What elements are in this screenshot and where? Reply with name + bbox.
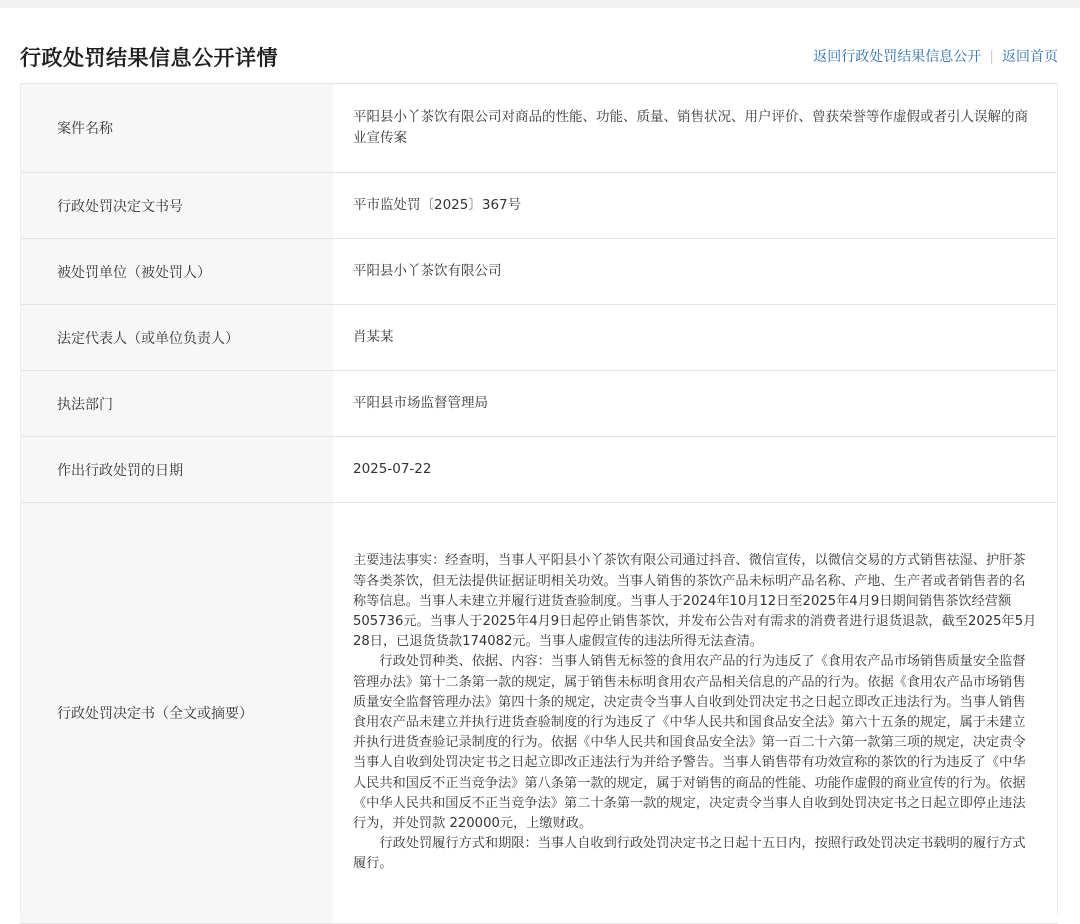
row-value: 平阳县小丫茶饮有限公司对商品的性能、功能、质量、销售状况、用户评价、曾获荣誉等作虚假或者引人误解的商业宣传案 [333,84,1058,173]
row-value: 平阳县小丫茶饮有限公司 [333,239,1058,305]
row-label: 行政处罚决定书（全文或摘要） [20,503,333,924]
row-value: 平市监处罚〔2025〕367号 [333,173,1058,239]
top-bar [0,0,1080,8]
table-row-decision-text [20,503,1058,924]
header-links [813,46,1058,66]
back-to-home-link[interactable]: 返回首页 [1002,49,1058,65]
row-value: 肖某某 [333,305,1058,371]
row-value: 2025-07-22 [333,437,1058,503]
decision-paragraph-facts: 主要违法事实：经查明，当事人平阳县小丫茶饮有限公司通过抖音、微信宣传，以微信交易的方式销售祛湿、护肝茶等各类茶饮，但无法提供证据证明相关功效。当事人销售的茶饮产品未标明产品名称、产地、生产者或者销售者的名称等信息。当事人未建立并履行进货查验制度。当事人于2024年10月12日至2025年4月9日期间销售茶饮经营额505736元。当事人于2025年4月9日起停止销售茶饮，并发布公告对有需求的消费者进行退货退款，截至2025年5月28日，已退货货款174082元。当事人虚假宣传的违法所得无法查清。 [353,553,1037,650]
page-header [0,8,1080,88]
row-label: 法定代表人（或单位负责人） [20,305,333,371]
row-label: 案件名称 [20,84,333,173]
page-title: 行政处罚结果信息公开详情 [20,46,278,70]
table-row-penalized-party [20,239,1058,305]
row-label: 执法部门 [20,371,333,437]
table-row-case-name [20,84,1058,173]
row-label: 行政处罚决定文书号 [20,173,333,239]
table-row-decision-number [20,173,1058,239]
row-label: 被处罚单位（被处罚人） [20,239,333,305]
table-row-legal-representative [20,305,1058,371]
decision-paragraph-penalty: 行政处罚种类、依据、内容：当事人销售无标签的食用农产品的行为违反了《食用农产品市场销售质量安全监督管理办法》第十二条第一款的规定，属于销售未标明食用农产品相关信息的产品的行为。依据《食用农产品市场销售质量安全监督管理办法》第四十条的规定，决定责令当事人自收到处罚决定书之日起立即改正违法行为。当事人销售食用农产品未建立并执行进货查验制度的行为违反了《中华人民共和国食品安全法》第六十五条的规定，属于未建立并执行进货查验记录制度的行为。依据《中华人民共和国食品安全法》第一百二十六第一款第三项的规定，决定责令当事人自收到处罚决定书之日起立即改正违法行为并给予警告。当事人销售带有功效宣称的茶饮的行为违反了《中华人民共和国反不正当竞争法》第八条第一款的规定，属于对销售的商品的性能、功能作虚假的商业宣传的行为。依据《中华人民共和国反不正当竞争法》第二十条第一款的规定，决定责令当事人自收到处罚决定书之日起立即停止违法行为，并处罚款 220000元，上缴财政。 [353,654,1026,832]
table-row-decision-date [20,437,1058,503]
row-value [333,503,1058,924]
detail-table [20,83,1058,924]
link-separator: | [989,49,994,65]
decision-paragraph-performance: 行政处罚履行方式和期限：当事人自收到行政处罚决定书之日起十五日内，按照行政处罚决定书载明的履行方式履行。 [353,836,1026,872]
row-value: 平阳县市场监督管理局 [333,371,1058,437]
back-to-list-link[interactable]: 返回行政处罚结果信息公开 [813,49,982,65]
row-label: 作出行政处罚的日期 [20,437,333,503]
table-row-enforcement-department [20,371,1058,437]
